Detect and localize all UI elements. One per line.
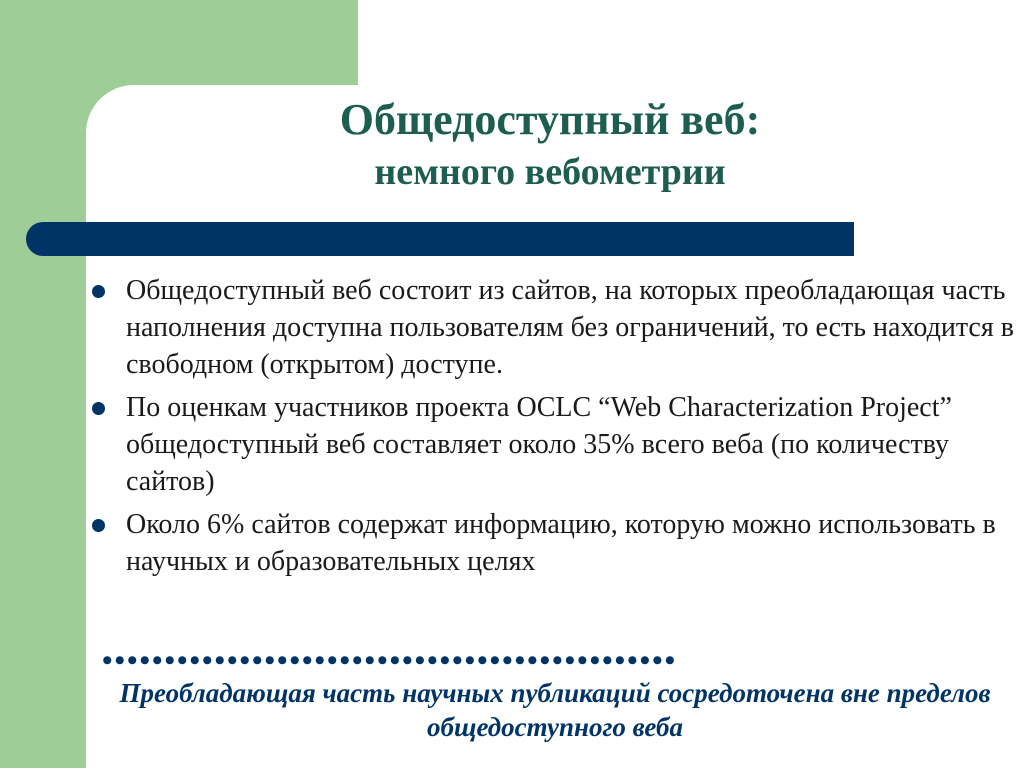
slide-title: Общедоступный веб: bbox=[339, 95, 761, 144]
bullet-list bbox=[86, 272, 1016, 586]
bullet-dot-icon bbox=[92, 402, 105, 415]
title-underline-bar bbox=[26, 222, 854, 256]
footer-note: Преобладающая часть научных публикаций сосредоточена вне пределов общедоступного веба bbox=[119, 678, 991, 742]
dotted-divider: •••••••••••••••••••••••••••••••••••••••••••••• bbox=[102, 646, 678, 676]
bullet-text: По оценкам участников проекта OCLC “Web Characterization Project” общедоступный веб составляет около 35% всего веба (по количеству сайтов) bbox=[126, 392, 952, 497]
slide-subtitle: немного вебометрии bbox=[374, 151, 726, 193]
bullet-item bbox=[86, 389, 1016, 500]
bullet-item bbox=[86, 272, 1016, 383]
slide-title-block bbox=[200, 92, 900, 196]
bullet-dot-icon bbox=[92, 519, 105, 532]
bullet-dot-icon bbox=[92, 285, 105, 298]
bullet-text: Около 6% сайтов содержат информацию, которую можно использовать в научных и образовательных целях bbox=[126, 509, 996, 577]
bullet-text: Общедоступный веб состоит из сайтов, на которых преобладающая часть наполнения доступна пользователям без ограничений, то есть находится в свободном (открытом) доступе. bbox=[126, 275, 1014, 380]
bullet-item bbox=[86, 506, 1016, 580]
